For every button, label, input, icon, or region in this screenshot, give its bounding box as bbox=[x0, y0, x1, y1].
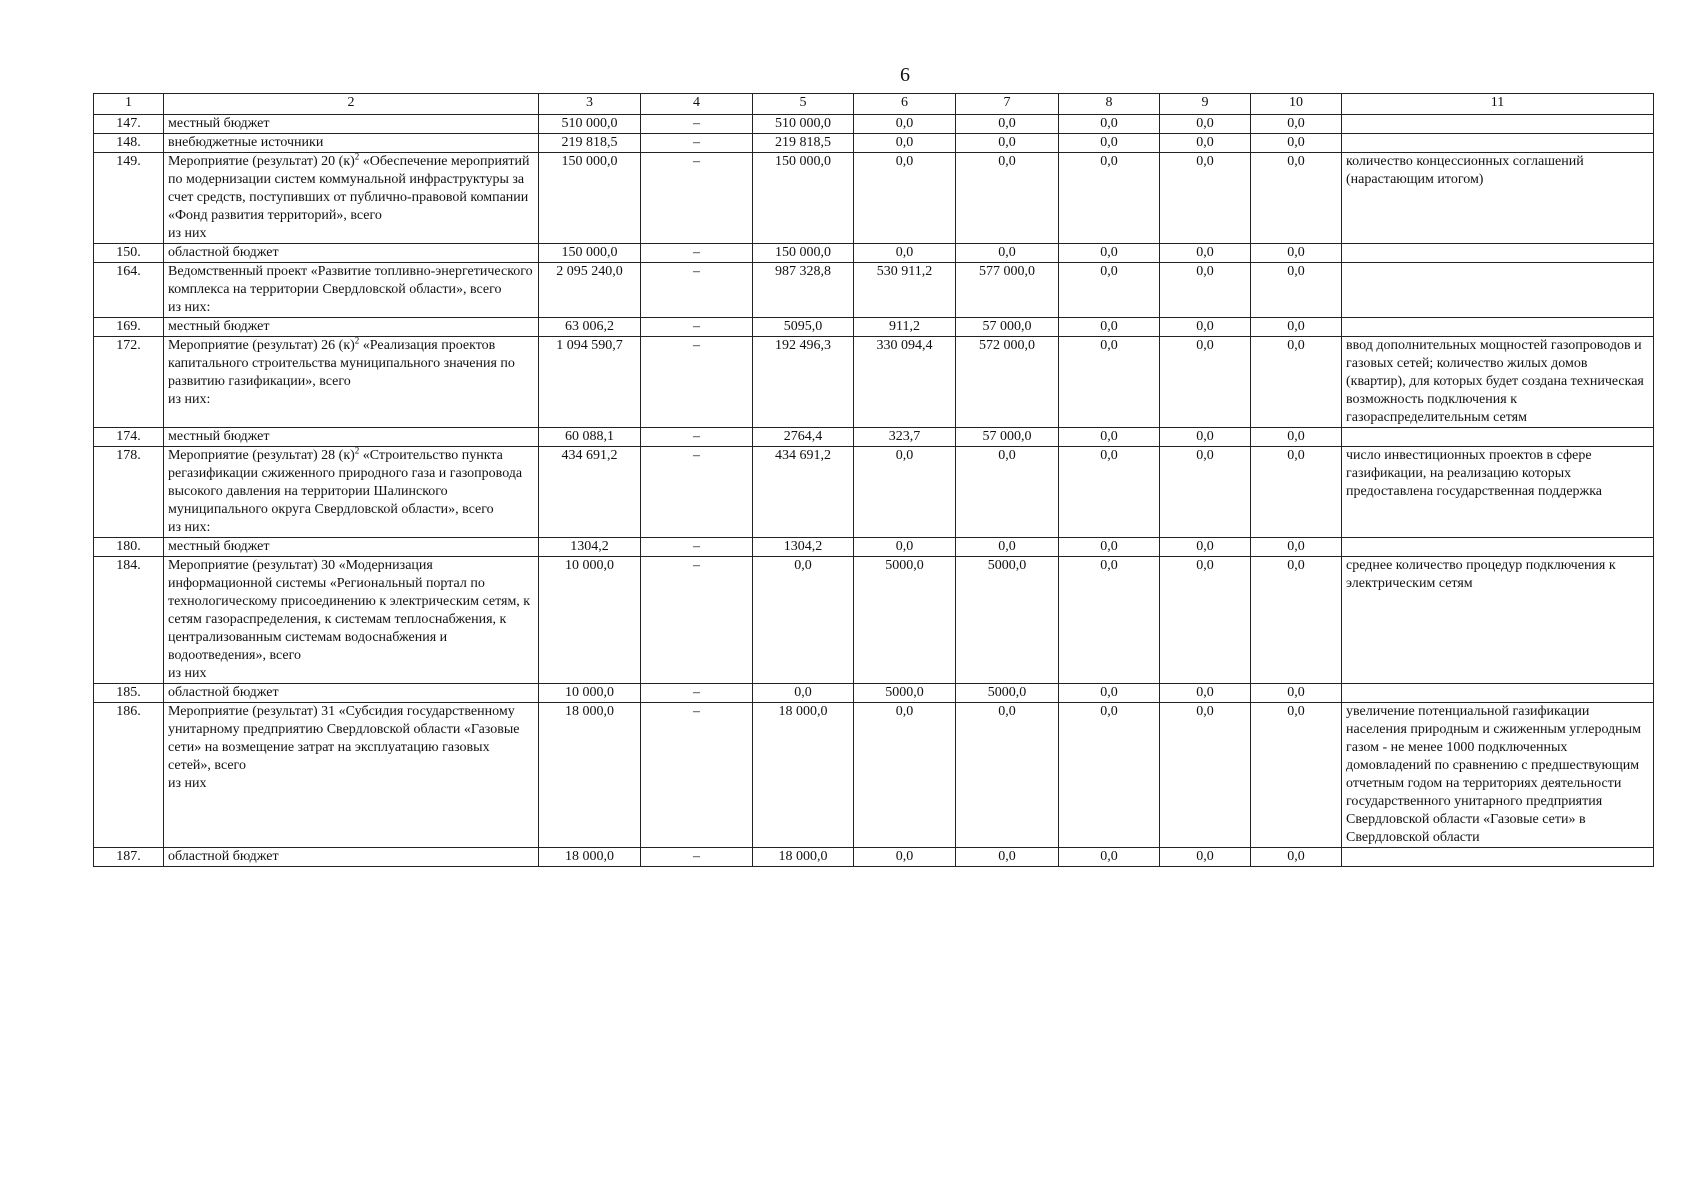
table-row bbox=[94, 557, 1654, 684]
row-number: 178. bbox=[94, 447, 164, 538]
cell-col9: 0,0 bbox=[1160, 538, 1251, 557]
cell-col9: 0,0 bbox=[1160, 115, 1251, 134]
cell-col6: 330 094,4 bbox=[854, 337, 956, 428]
cell-col8: 0,0 bbox=[1059, 557, 1160, 684]
table-row bbox=[94, 447, 1654, 538]
cell-col7: 0,0 bbox=[956, 538, 1059, 557]
cell-col10: 0,0 bbox=[1251, 557, 1342, 684]
cell-col7: 0,0 bbox=[956, 244, 1059, 263]
row-number: 149. bbox=[94, 153, 164, 244]
table-row bbox=[94, 428, 1654, 447]
cell-col5: 0,0 bbox=[753, 684, 854, 703]
row-description: местный бюджет bbox=[164, 538, 539, 557]
cell-indicator bbox=[1342, 263, 1654, 318]
table-row bbox=[94, 318, 1654, 337]
cell-col5: 2764,4 bbox=[753, 428, 854, 447]
cell-col5: 18 000,0 bbox=[753, 703, 854, 848]
row-description: областной бюджет bbox=[164, 244, 539, 263]
cell-col7: 0,0 bbox=[956, 153, 1059, 244]
cell-indicator: среднее количество процедур подключения к электрическим сетям bbox=[1342, 557, 1654, 684]
cell-col8: 0,0 bbox=[1059, 134, 1160, 153]
cell-col8: 0,0 bbox=[1059, 318, 1160, 337]
table-row bbox=[94, 263, 1654, 318]
table-row bbox=[94, 115, 1654, 134]
cell-col7: 57 000,0 bbox=[956, 428, 1059, 447]
cell-col9: 0,0 bbox=[1160, 337, 1251, 428]
cell-col4: – bbox=[641, 538, 753, 557]
row-description bbox=[164, 703, 539, 848]
cell-indicator: число инвестиционных проектов в сфере газификации, на реализацию которых предоставлена государственная поддержка bbox=[1342, 447, 1654, 538]
page-number: 6 bbox=[900, 64, 910, 86]
cell-col5: 987 328,8 bbox=[753, 263, 854, 318]
cell-col6: 5000,0 bbox=[854, 557, 956, 684]
header-row bbox=[94, 94, 1654, 115]
cell-indicator bbox=[1342, 684, 1654, 703]
cell-col5: 150 000,0 bbox=[753, 244, 854, 263]
cell-col4: – bbox=[641, 153, 753, 244]
row-number: 150. bbox=[94, 244, 164, 263]
row-number: 164. bbox=[94, 263, 164, 318]
cell-col8: 0,0 bbox=[1059, 684, 1160, 703]
cell-col3: 434 691,2 bbox=[539, 447, 641, 538]
description-text: Мероприятие (результат) 30 «Модернизация информационной системы «Региональный портал по технологическому присоединению к электрическим сетям, к сетям газораспределения, к системам теплоснабжения, к централизованным системам водоснабжения и водоотведения», всего bbox=[168, 558, 531, 663]
cell-col8: 0,0 bbox=[1059, 153, 1160, 244]
description-tail: из них: bbox=[168, 520, 211, 535]
cell-col7: 572 000,0 bbox=[956, 337, 1059, 428]
row-description: местный бюджет bbox=[164, 115, 539, 134]
cell-col3: 63 006,2 bbox=[539, 318, 641, 337]
table-row bbox=[94, 848, 1654, 867]
cell-col4: – bbox=[641, 318, 753, 337]
cell-col4: – bbox=[641, 134, 753, 153]
cell-col8: 0,0 bbox=[1059, 447, 1160, 538]
row-number: 172. bbox=[94, 337, 164, 428]
cell-col3: 60 088,1 bbox=[539, 428, 641, 447]
row-number: 185. bbox=[94, 684, 164, 703]
cell-col4: – bbox=[641, 244, 753, 263]
cell-col6: 0,0 bbox=[854, 538, 956, 557]
cell-col6: 5000,0 bbox=[854, 684, 956, 703]
cell-col4: – bbox=[641, 428, 753, 447]
cell-col8: 0,0 bbox=[1059, 428, 1160, 447]
cell-col9: 0,0 bbox=[1160, 263, 1251, 318]
cell-col6: 0,0 bbox=[854, 244, 956, 263]
cell-col9: 0,0 bbox=[1160, 848, 1251, 867]
cell-col6: 0,0 bbox=[854, 153, 956, 244]
cell-col5: 510 000,0 bbox=[753, 115, 854, 134]
cell-col5: 18 000,0 bbox=[753, 848, 854, 867]
cell-col10: 0,0 bbox=[1251, 428, 1342, 447]
cell-col9: 0,0 bbox=[1160, 428, 1251, 447]
cell-col8: 0,0 bbox=[1059, 263, 1160, 318]
cell-col9: 0,0 bbox=[1160, 557, 1251, 684]
cell-col5: 192 496,3 bbox=[753, 337, 854, 428]
row-number: 187. bbox=[94, 848, 164, 867]
cell-col3: 1304,2 bbox=[539, 538, 641, 557]
cell-col10: 0,0 bbox=[1251, 538, 1342, 557]
footnote-mark: 2 bbox=[354, 445, 360, 456]
row-description bbox=[164, 263, 539, 318]
cell-col6: 0,0 bbox=[854, 703, 956, 848]
cell-col7: 5000,0 bbox=[956, 684, 1059, 703]
row-description: внебюджетные источники bbox=[164, 134, 539, 153]
cell-col9: 0,0 bbox=[1160, 318, 1251, 337]
cell-col10: 0,0 bbox=[1251, 115, 1342, 134]
cell-col7: 0,0 bbox=[956, 447, 1059, 538]
cell-col3: 219 818,5 bbox=[539, 134, 641, 153]
footnote-mark: 2 bbox=[354, 151, 360, 162]
cell-col9: 0,0 bbox=[1160, 134, 1251, 153]
row-description: областной бюджет bbox=[164, 684, 539, 703]
cell-indicator bbox=[1342, 428, 1654, 447]
cell-col6: 911,2 bbox=[854, 318, 956, 337]
cell-col8: 0,0 bbox=[1059, 337, 1160, 428]
row-number: 148. bbox=[94, 134, 164, 153]
cell-indicator bbox=[1342, 538, 1654, 557]
cell-col10: 0,0 bbox=[1251, 337, 1342, 428]
column-header: 4 bbox=[641, 94, 753, 115]
description-text: Мероприятие (результат) 26 (к) bbox=[168, 338, 355, 353]
description-tail: из них: bbox=[168, 392, 211, 407]
cell-col5: 434 691,2 bbox=[753, 447, 854, 538]
cell-col7: 577 000,0 bbox=[956, 263, 1059, 318]
description-tail: из них bbox=[168, 776, 207, 791]
cell-col5: 219 818,5 bbox=[753, 134, 854, 153]
table-row bbox=[94, 153, 1654, 244]
cell-col3: 1 094 590,7 bbox=[539, 337, 641, 428]
row-number: 186. bbox=[94, 703, 164, 848]
description-text: Мероприятие (результат) 31 «Субсидия государственному унитарному предприятию Свердловской области «Газовые сети» на возмещение затрат на эксплуатацию газовых сетей», всего bbox=[168, 704, 520, 773]
cell-col5: 0,0 bbox=[753, 557, 854, 684]
cell-col9: 0,0 bbox=[1160, 447, 1251, 538]
cell-col4: – bbox=[641, 337, 753, 428]
cell-col7: 57 000,0 bbox=[956, 318, 1059, 337]
cell-col10: 0,0 bbox=[1251, 244, 1342, 263]
cell-indicator bbox=[1342, 318, 1654, 337]
column-header: 8 bbox=[1059, 94, 1160, 115]
cell-col10: 0,0 bbox=[1251, 318, 1342, 337]
cell-col10: 0,0 bbox=[1251, 153, 1342, 244]
column-header: 9 bbox=[1160, 94, 1251, 115]
cell-col7: 5000,0 bbox=[956, 557, 1059, 684]
description-text: «Строительство пункта регазификации сжиженного природного газа и газопровода высокого давления на территории Шалинского муниципального округа Свердловской области», всего bbox=[168, 448, 523, 517]
cell-indicator bbox=[1342, 244, 1654, 263]
row-number: 169. bbox=[94, 318, 164, 337]
cell-indicator bbox=[1342, 134, 1654, 153]
cell-col3: 2 095 240,0 bbox=[539, 263, 641, 318]
cell-col4: – bbox=[641, 557, 753, 684]
cell-col4: – bbox=[641, 447, 753, 538]
cell-col9: 0,0 bbox=[1160, 703, 1251, 848]
cell-col7: 0,0 bbox=[956, 848, 1059, 867]
description-tail: из них: bbox=[168, 300, 211, 315]
row-description bbox=[164, 557, 539, 684]
cell-col10: 0,0 bbox=[1251, 263, 1342, 318]
description-tail: из них bbox=[168, 666, 207, 681]
cell-col9: 0,0 bbox=[1160, 684, 1251, 703]
cell-col3: 150 000,0 bbox=[539, 153, 641, 244]
cell-col10: 0,0 bbox=[1251, 134, 1342, 153]
cell-col4: – bbox=[641, 115, 753, 134]
table-row bbox=[94, 337, 1654, 428]
description-text: Мероприятие (результат) 20 (к) bbox=[168, 154, 355, 169]
cell-col7: 0,0 bbox=[956, 703, 1059, 848]
cell-col5: 150 000,0 bbox=[753, 153, 854, 244]
cell-col8: 0,0 bbox=[1059, 115, 1160, 134]
column-header: 7 bbox=[956, 94, 1059, 115]
cell-col4: – bbox=[641, 263, 753, 318]
description-text: «Реализация проектов капитального строительства муниципального значения по развитию газификации», всего bbox=[168, 338, 515, 389]
cell-col6: 323,7 bbox=[854, 428, 956, 447]
row-description bbox=[164, 153, 539, 244]
cell-col8: 0,0 bbox=[1059, 848, 1160, 867]
row-description bbox=[164, 337, 539, 428]
cell-col3: 18 000,0 bbox=[539, 703, 641, 848]
cell-col3: 10 000,0 bbox=[539, 684, 641, 703]
description-tail: из них bbox=[168, 226, 207, 241]
table-row bbox=[94, 244, 1654, 263]
cell-col10: 0,0 bbox=[1251, 447, 1342, 538]
cell-col5: 1304,2 bbox=[753, 538, 854, 557]
cell-col8: 0,0 bbox=[1059, 538, 1160, 557]
row-description: местный бюджет bbox=[164, 318, 539, 337]
cell-col7: 0,0 bbox=[956, 134, 1059, 153]
table-row bbox=[94, 538, 1654, 557]
row-number: 184. bbox=[94, 557, 164, 684]
column-header: 11 bbox=[1342, 94, 1654, 115]
column-header: 1 bbox=[94, 94, 164, 115]
cell-col6: 0,0 bbox=[854, 848, 956, 867]
footnote-mark: 2 bbox=[354, 335, 360, 346]
column-header: 5 bbox=[753, 94, 854, 115]
column-header: 3 bbox=[539, 94, 641, 115]
cell-indicator bbox=[1342, 115, 1654, 134]
cell-col4: – bbox=[641, 848, 753, 867]
cell-col6: 0,0 bbox=[854, 115, 956, 134]
cell-col6: 530 911,2 bbox=[854, 263, 956, 318]
description-text: Мероприятие (результат) 28 (к) bbox=[168, 448, 355, 463]
cell-col3: 510 000,0 bbox=[539, 115, 641, 134]
row-number: 174. bbox=[94, 428, 164, 447]
table-row bbox=[94, 703, 1654, 848]
cell-col9: 0,0 bbox=[1160, 244, 1251, 263]
row-number: 180. bbox=[94, 538, 164, 557]
cell-indicator: количество концессионных соглашений (нарастающим итогом) bbox=[1342, 153, 1654, 244]
table-row bbox=[94, 684, 1654, 703]
budget-table bbox=[93, 93, 1654, 867]
cell-col3: 18 000,0 bbox=[539, 848, 641, 867]
column-header: 2 bbox=[164, 94, 539, 115]
cell-col4: – bbox=[641, 684, 753, 703]
table-row bbox=[94, 134, 1654, 153]
row-description bbox=[164, 447, 539, 538]
row-description: местный бюджет bbox=[164, 428, 539, 447]
cell-indicator: увеличение потенциальной газификации населения природным и сжиженным углеродным газом - не менее 1000 подключенных домовладений по сравнению с предшествующим отчетным годом на территориях деятельности государственного унитарного предприятия Свердловской области «Газовые сети» в Свердловской области bbox=[1342, 703, 1654, 848]
cell-col5: 5095,0 bbox=[753, 318, 854, 337]
row-number: 147. bbox=[94, 115, 164, 134]
cell-col3: 10 000,0 bbox=[539, 557, 641, 684]
cell-col7: 0,0 bbox=[956, 115, 1059, 134]
description-text: Ведомственный проект «Развитие топливно-энергетического комплекса на территории Свердловской области», всего bbox=[168, 264, 533, 297]
cell-indicator: ввод дополнительных мощностей газопроводов и газовых сетей; количество жилых домов (квартир), для которых будет создана техническая возможность подключения к газораспределительным сетям bbox=[1342, 337, 1654, 428]
description-text: «Обеспечение мероприятий по модернизации систем коммунальной инфраструктуры за счет средств, поступивших от публично-правовой компании «Фонд развития территорий», всего bbox=[168, 154, 530, 223]
column-header: 10 bbox=[1251, 94, 1342, 115]
cell-col8: 0,0 bbox=[1059, 703, 1160, 848]
cell-col6: 0,0 bbox=[854, 447, 956, 538]
cell-indicator bbox=[1342, 848, 1654, 867]
cell-col10: 0,0 bbox=[1251, 684, 1342, 703]
cell-col8: 0,0 bbox=[1059, 244, 1160, 263]
cell-col4: – bbox=[641, 703, 753, 848]
cell-col10: 0,0 bbox=[1251, 848, 1342, 867]
cell-col3: 150 000,0 bbox=[539, 244, 641, 263]
cell-col9: 0,0 bbox=[1160, 153, 1251, 244]
cell-col10: 0,0 bbox=[1251, 703, 1342, 848]
row-description: областной бюджет bbox=[164, 848, 539, 867]
column-header: 6 bbox=[854, 94, 956, 115]
cell-col6: 0,0 bbox=[854, 134, 956, 153]
